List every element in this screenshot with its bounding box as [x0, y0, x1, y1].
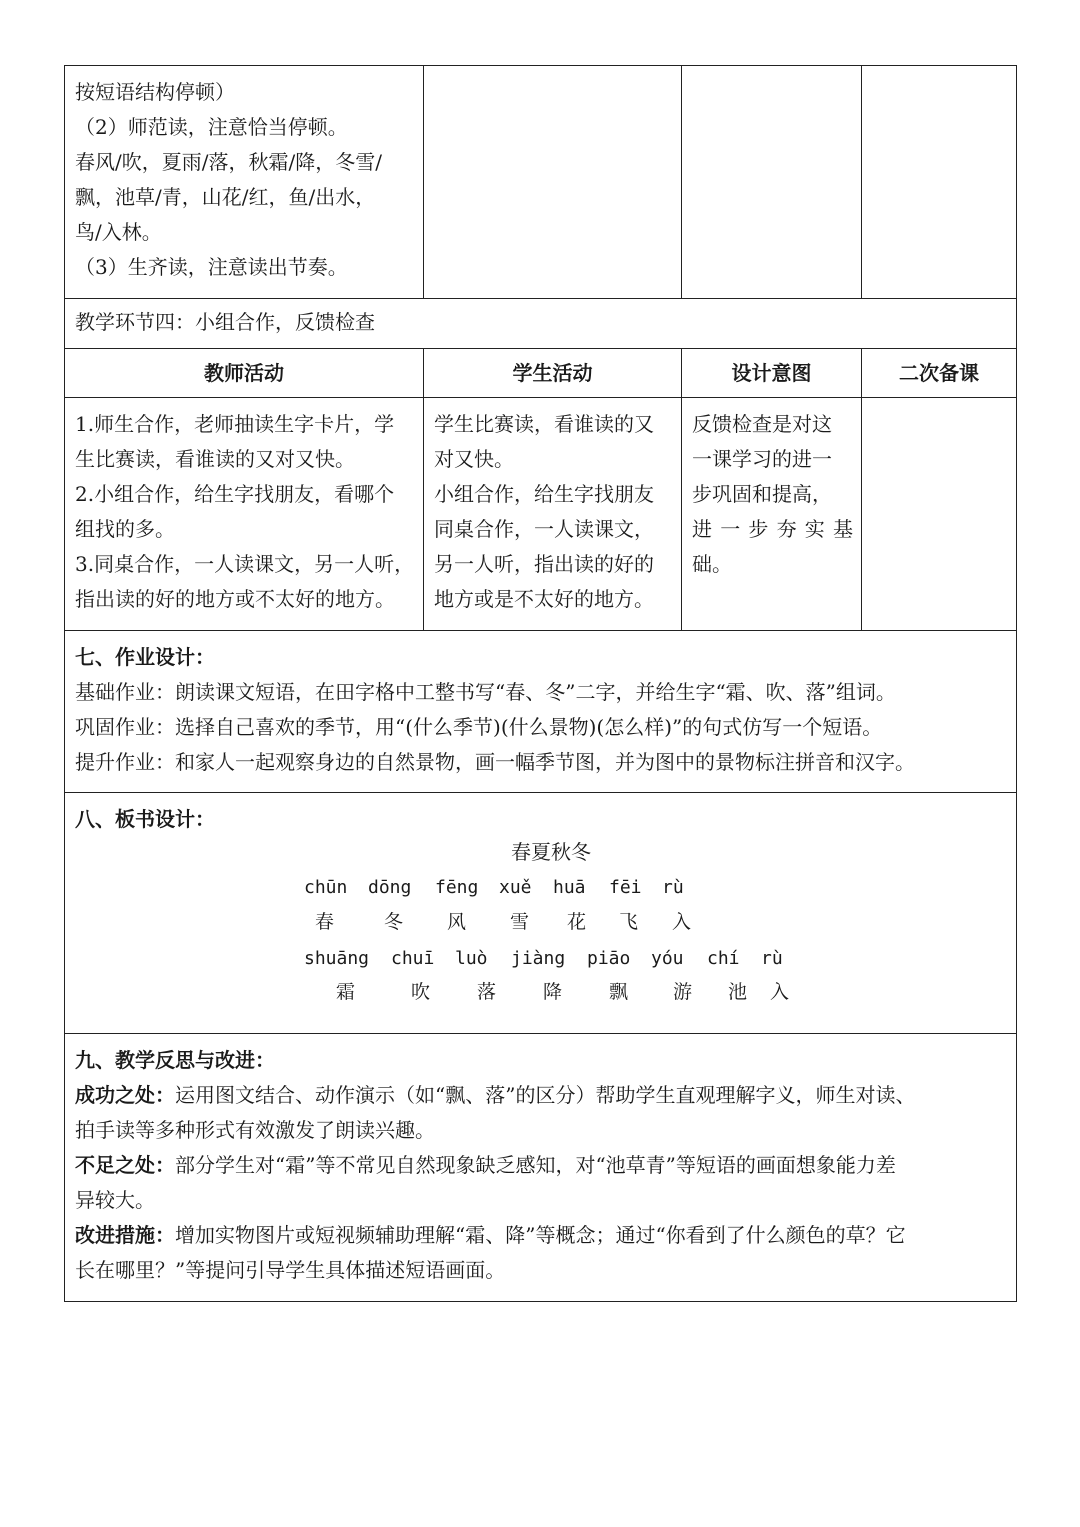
text-line: 组找的多。 — [75, 517, 175, 541]
homework-cell — [65, 631, 1017, 793]
reflection-improve — [75, 1218, 1008, 1253]
hanzi-label: 雪 — [510, 911, 530, 933]
text-line: 进一步夯实基 — [692, 517, 853, 541]
hanzi-label: 吹 — [411, 981, 431, 1003]
section-four-row — [65, 299, 1017, 349]
success-label: 成功之处： — [75, 1083, 175, 1107]
shortfall-text: 部分学生对“霜”等不常见自然现象缺乏感知，对“池草青”等短语的画面想象能力差 — [175, 1153, 896, 1177]
teacher-activity-cell — [65, 398, 424, 631]
empty-cell — [424, 66, 682, 299]
reflection-shortfall — [75, 1148, 1008, 1183]
text-line: 生比赛读，看谁读的又对又快。 — [75, 447, 355, 471]
lesson-plan-table — [64, 65, 1017, 1302]
reflection-success — [75, 1078, 1008, 1113]
hanzi-label: 飞 — [619, 911, 639, 933]
text-line: 同桌合作，一人读课文， — [434, 517, 654, 541]
text-line: 鸟/入林。 — [75, 220, 162, 244]
text-line: 指出读的好的地方或不太好的地方。 — [75, 587, 395, 611]
homework-title: 七、作业设计： — [75, 645, 215, 669]
text-line: 学生比赛读，看谁读的又 — [434, 412, 654, 436]
empty-cell — [862, 66, 1017, 299]
pinyin-label: chuī — [391, 948, 435, 969]
header-student-activity: 学生活动 — [424, 349, 682, 398]
text-line: 3.同桌合作，一人读课文，另一人听， — [75, 552, 415, 576]
text-line: 异较大。 — [75, 1188, 155, 1212]
text-line: 拍手读等多种形式有效激发了朗读兴趣。 — [75, 1118, 435, 1142]
reflection-cell — [65, 1034, 1017, 1302]
hanzi-label: 游 — [673, 981, 693, 1003]
hanzi-label: 入 — [672, 911, 692, 933]
text-line: 对又快。 — [434, 447, 514, 471]
homework-basic: 基础作业：朗读课文短语，在田字格中工整书写“春、冬”二字，并给生字“霜、吹、落”组词。 — [75, 680, 896, 704]
hanzi-label: 冬 — [384, 911, 404, 933]
pinyin-label: fēi — [609, 877, 642, 898]
hanzi-label: 花 — [567, 911, 587, 933]
text-line: 长在哪里？”等提问引导学生具体描述短语画面。 — [75, 1258, 506, 1282]
pinyin-label: yóu — [651, 948, 684, 969]
text-line: 1.师生合作，老师抽读生字卡片，学 — [75, 412, 395, 436]
hanzi-label: 霜 — [336, 981, 356, 1003]
reading-steps-row — [65, 66, 1017, 299]
hanzi-label: 落 — [477, 981, 497, 1003]
pinyin-label: shuāng — [304, 948, 370, 969]
text-line: 反馈检查是对这 — [692, 412, 832, 436]
text-line: （3）生齐读，注意读出节奏。 — [75, 255, 348, 279]
activity-row — [65, 398, 1017, 631]
board-subtitle: 春夏秋冬 — [511, 840, 591, 864]
homework-advance: 提升作业：和家人一起观察身边的自然景物，画一幅季节图，并为图中的景物标注拼音和汉字。 — [75, 750, 915, 774]
text-line: 按短语结构停顿） — [75, 80, 235, 104]
pinyin-label: jiàng — [511, 948, 566, 969]
homework-row — [65, 631, 1017, 793]
board-design-title: 八、板书设计： — [75, 807, 215, 831]
lesson-plan-document — [64, 65, 1016, 1302]
pinyin-label: piāo — [587, 948, 631, 969]
board-content — [75, 837, 1008, 1027]
hanzi-label: 池 — [728, 981, 748, 1003]
header-teacher-activity: 教师活动 — [65, 349, 424, 398]
design-intent-cell — [682, 398, 862, 631]
text-line: 步巩固和提高， — [692, 482, 832, 506]
success-text: 运用图文结合、动作演示（如“飘、落”的区分）帮助学生直观理解字义，师生对读、 — [175, 1083, 916, 1107]
pinyin-label: dōng — [368, 877, 412, 898]
empty-cell — [682, 66, 862, 299]
text-line: 另一人听，指出读的好的 — [434, 552, 654, 576]
section-four-title: 教学环节四：小组合作，反馈检查 — [65, 299, 1017, 349]
pinyin-label: xuě — [499, 877, 532, 898]
hanzi-label: 春 — [315, 911, 335, 933]
text-line: 础。 — [692, 552, 732, 576]
board-design-row — [65, 793, 1017, 1034]
pinyin-label: fēng — [435, 877, 479, 898]
header-second-preparation: 二次备课 — [862, 349, 1017, 398]
pinyin-label: chí — [707, 948, 740, 969]
student-activity-cell — [424, 398, 682, 631]
reflection-row — [65, 1034, 1017, 1302]
header-design-intent: 设计意图 — [682, 349, 862, 398]
pinyin-label: huā — [553, 877, 586, 898]
improve-text: 增加实物图片或短视频辅助理解“霜、降”等概念；通过“你看到了什么颜色的草？它 — [175, 1223, 906, 1247]
reading-steps-cell — [65, 66, 424, 299]
column-header-row — [65, 349, 1017, 398]
text-line: 飘，池草/青，山花/红，鱼/出水， — [75, 185, 376, 209]
hanzi-label: 入 — [770, 981, 790, 1003]
hanzi-label: 飘 — [609, 981, 629, 1003]
text-line: 地方或是不太好的地方。 — [434, 587, 654, 611]
second-preparation-cell — [862, 398, 1017, 631]
pinyin-label: chūn — [304, 877, 348, 898]
text-line: 一课学习的进一 — [692, 447, 832, 471]
board-design-cell — [65, 793, 1017, 1034]
pinyin-label: rù — [662, 877, 684, 898]
hanzi-label: 风 — [447, 911, 467, 933]
text-line: （2）师范读，注意恰当停顿。 — [75, 115, 348, 139]
reflection-title: 九、教学反思与改进： — [75, 1048, 275, 1072]
homework-consolidate: 巩固作业：选择自己喜欢的季节，用“(什么季节)(什么景物)(怎么样)”的句式仿写一个短语。 — [75, 715, 883, 739]
shortfall-label: 不足之处： — [75, 1153, 175, 1177]
improve-label: 改进措施： — [75, 1223, 175, 1247]
pinyin-label: rù — [761, 948, 783, 969]
hanzi-label: 降 — [543, 981, 563, 1003]
text-line: 2.小组合作，给生字找朋友，看哪个 — [75, 482, 395, 506]
text-line: 春风/吹，夏雨/落，秋霜/降，冬雪/ — [75, 150, 382, 174]
text-line: 小组合作，给生字找朋友 — [434, 482, 654, 506]
pinyin-label: luò — [455, 948, 488, 969]
